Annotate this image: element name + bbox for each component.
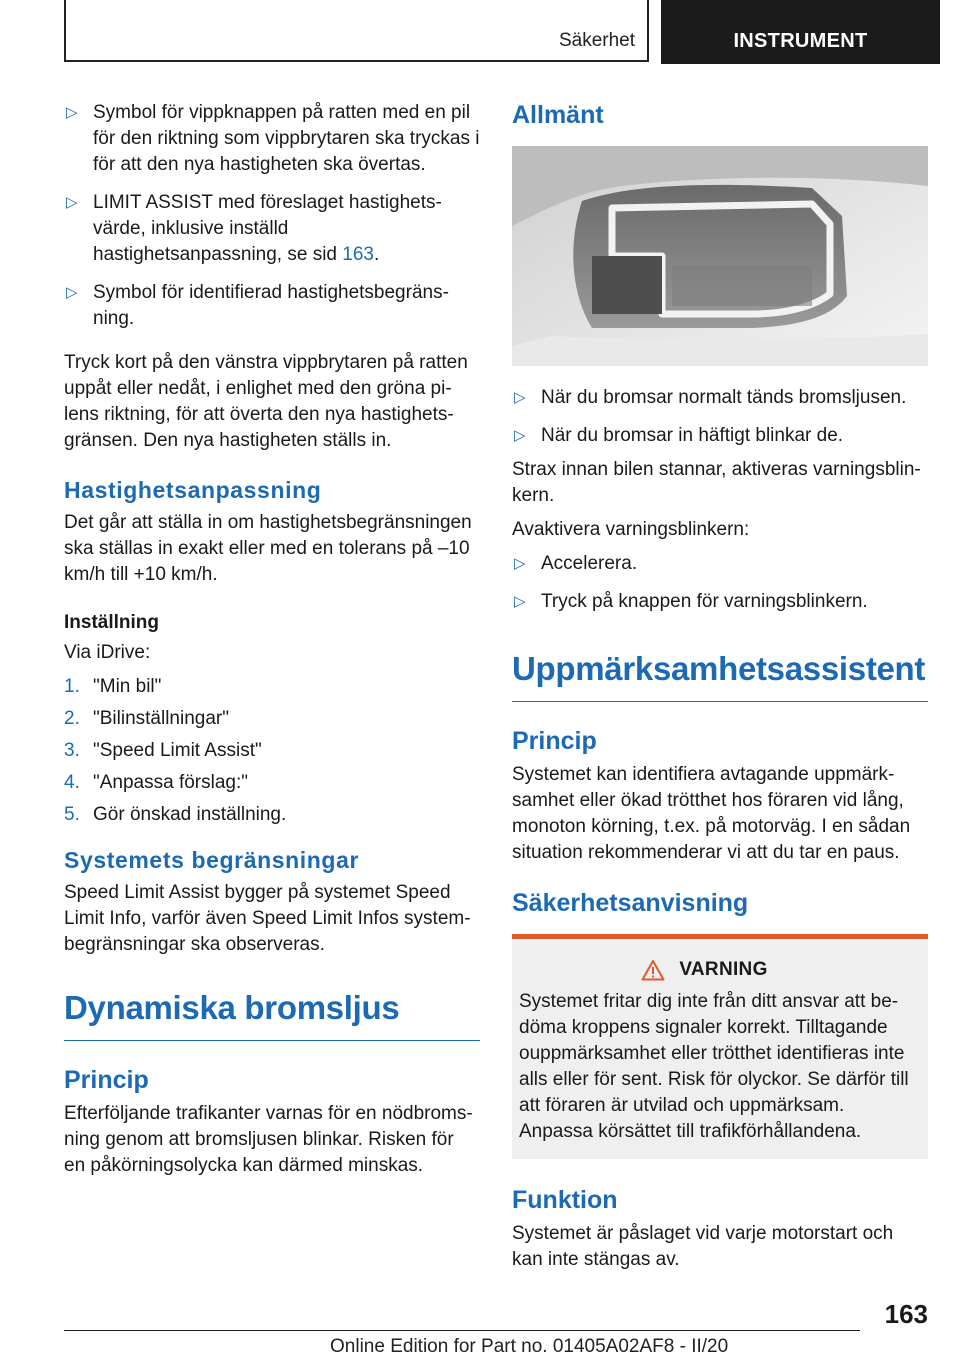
page-number: 163 xyxy=(884,1299,928,1329)
header-section: Säkerhet xyxy=(558,30,635,51)
warning-box xyxy=(512,934,928,1159)
heading-systemets-begransningar: Systemets begränsningar xyxy=(64,847,360,873)
list-item xyxy=(64,190,480,268)
list-item-text: Symbol för vippknappen på ratten med en pil för den riktning som vippbrytaren ska tryckas i för att den nya hastigheten ska övertas. xyxy=(93,102,480,175)
footer-edition: Online Edition for Part no. 01405A02AF8 - II/20 xyxy=(330,1336,729,1357)
heading-allmant: Allmänt xyxy=(512,101,604,129)
right-column xyxy=(512,100,928,1285)
paragraph: Tryck kort på den vänstra vippbrytaren på ratten uppåt eller nedåt, i enlighet med den gröna pilens riktning, för att överta den nya hastighetsgränsen. Den nya hastigheten ställs in. xyxy=(64,352,468,451)
heading-hastighetsanpassning: Hastighetsanpassning xyxy=(64,477,322,503)
triangle-bullet-icon: ▷ xyxy=(66,194,78,211)
list-item-text: LIMIT ASSIST med föreslaget hastighetsvärde, inklusive inställd hastighetsanpassning, se sid 163. xyxy=(93,192,442,265)
list-item xyxy=(64,280,480,332)
warning-title: VARNING xyxy=(489,959,920,981)
step-item: 3. "Speed Limit Assist" xyxy=(64,740,262,761)
list-item-text: Symbol för identifierad hastighetsbegränsning. xyxy=(93,282,449,329)
page-link[interactable]: 163 xyxy=(342,244,374,265)
paragraph: Avaktivera varningsblinkern: xyxy=(512,519,750,540)
heading-funktion: Funktion xyxy=(512,1186,618,1214)
heading-sakerhetsanvisning: Säkerhetsanvisning xyxy=(512,889,749,917)
paragraph: Systemet kan identifiera avtagande uppmärksamhet eller ökad trötthet hos föraren vid lång, monoton körning, t.ex. på motorväg. I en sådan situation rekommenderar vi att du tar en paus. xyxy=(512,764,911,863)
paragraph: Systemet är påslaget vid varje motorstart och kan inte stängas av. xyxy=(512,1223,894,1270)
list-item: ▷ När du bromsar in häftigt blinkar de. xyxy=(512,423,928,449)
list-item: ▷ Accelerera. xyxy=(512,551,928,577)
footer-divider xyxy=(64,1330,860,1331)
step-item: 5. Gör önskad inställning. xyxy=(64,804,287,825)
triangle-bullet-icon: ▷ xyxy=(66,104,78,121)
heading-uppmarksamhetsassistent: Uppmärksamhetsassistent xyxy=(512,649,928,702)
paragraph: Via iDrive: xyxy=(64,642,151,663)
triangle-bullet-icon: ▷ xyxy=(66,284,78,301)
step-item: 1. "Min bil" xyxy=(64,676,162,697)
heading-installning: Inställning xyxy=(64,612,159,633)
paragraph: Strax innan bilen stannar, aktiveras varningsblinkern. xyxy=(512,459,921,506)
heading-princip: Princip xyxy=(512,727,597,755)
tail-light-photo xyxy=(512,146,928,366)
paragraph: Speed Limit Assist bygger på systemet Speed Limit Info, varför även Speed Limit Infos systembegränsningar ska observeras. xyxy=(64,882,471,955)
triangle-bullet-icon: ▷ xyxy=(514,593,526,610)
paragraph: Efterföljande trafikanter varnas för en nödbromsning genom att bromsljusen blinkar. Risken för en påkörningsolycka kan därmed minskas. xyxy=(64,1103,473,1176)
list-item xyxy=(64,100,480,178)
header-chapter-tab: INSTRUMENT xyxy=(661,0,940,64)
list-item: ▷ Tryck på knappen för varningsblinkern. xyxy=(512,589,928,615)
heading-princip: Princip xyxy=(64,1066,149,1094)
paragraph: Det går att ställa in om hastighetsbegränsningen ska ställas in exakt eller med en tolerans på –10 km/h till +10 km/h. xyxy=(64,512,472,585)
heading-dynamiska-bromsljus: Dynamiska bromsljus xyxy=(64,988,480,1041)
left-column xyxy=(64,100,480,1191)
step-item: 4. "Anpassa förslag:" xyxy=(64,772,249,793)
step-item: 2. "Bilinställningar" xyxy=(64,708,229,729)
warning-text: Systemet fritar dig inte från ditt ansvar att bedöma kroppens signaler korrekt. Tilltagande ouppmärksamhet eller trötthet identifieras inte alls eller för sent. Risk för olyckor. Se därför till att föraren är utvilad och uppmärksam. Anpassa körsättet till trafikförhållandena. xyxy=(519,991,909,1142)
triangle-bullet-icon: ▷ xyxy=(514,555,526,572)
list-item: ▷ När du bromsar normalt tänds bromsljusen. xyxy=(512,385,928,411)
warning-triangle-icon xyxy=(641,959,665,981)
triangle-bullet-icon: ▷ xyxy=(514,389,526,406)
triangle-bullet-icon: ▷ xyxy=(514,427,526,444)
